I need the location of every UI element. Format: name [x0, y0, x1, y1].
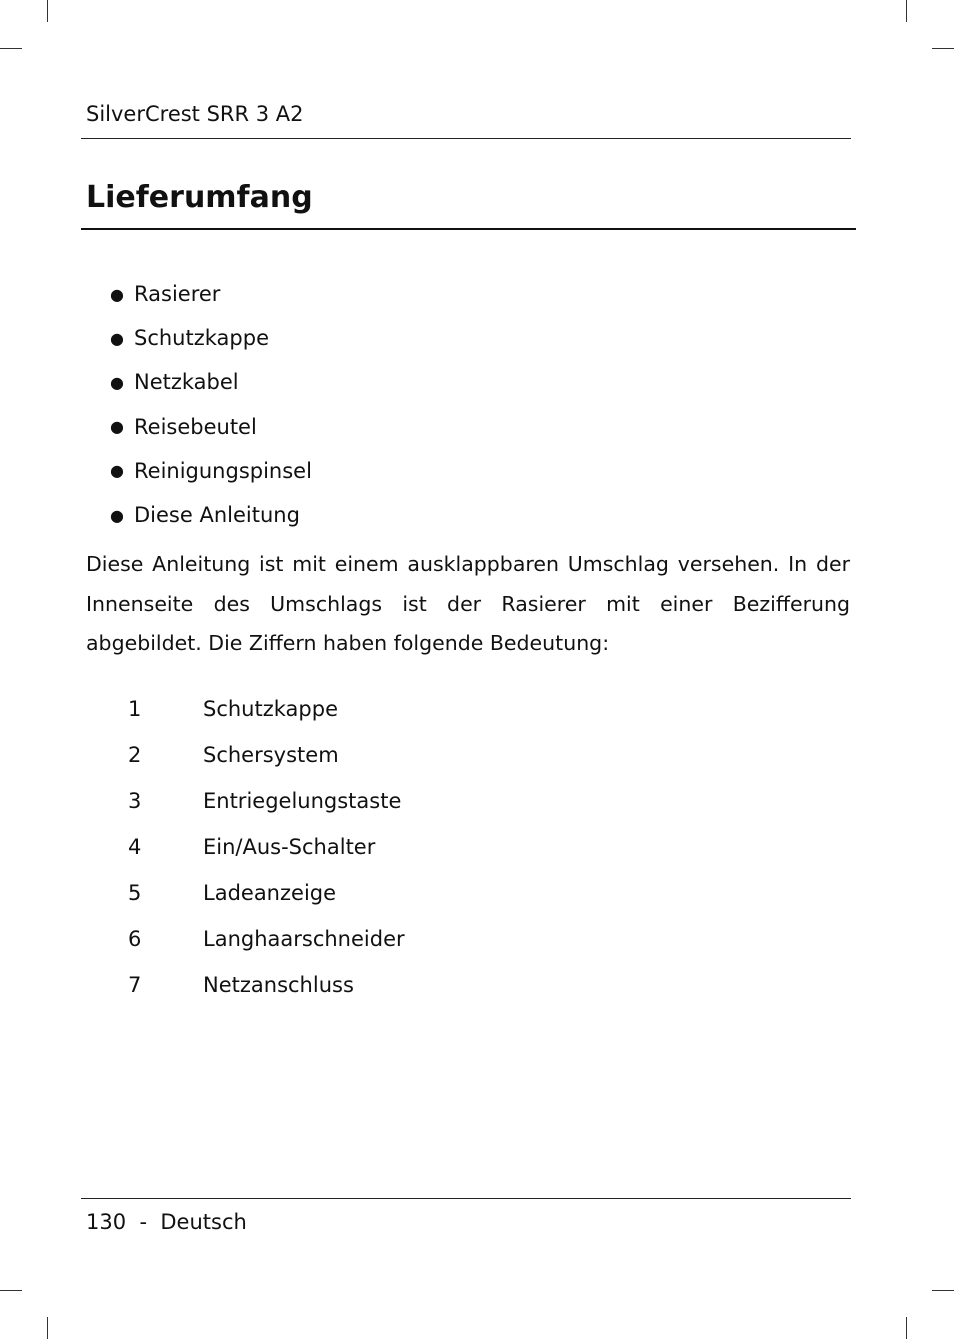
footer-language: Deutsch — [160, 1210, 247, 1234]
bullet-icon: ● — [110, 417, 124, 437]
list-item — [110, 316, 312, 360]
list-item-label: Reisebeutel — [134, 414, 257, 439]
list-item-label: Diese Anleitung — [134, 503, 300, 528]
legend-label: Ladeanzeige — [203, 881, 337, 905]
list-item — [110, 360, 312, 404]
legend-row — [128, 870, 405, 916]
list-item-label: Rasierer — [134, 282, 221, 307]
crop-mark-bottom-left-vertical — [47, 1317, 48, 1339]
list-item — [110, 493, 312, 537]
bullet-icon: ● — [110, 284, 124, 304]
list-item-label: Reinigungspinsel — [134, 458, 312, 483]
crop-mark-top-left-horizontal — [0, 48, 22, 49]
legend-number: 3 — [128, 789, 142, 813]
legend-label: Schersystem — [203, 743, 339, 767]
crop-mark-top-right-vertical — [906, 0, 907, 22]
crop-mark-top-left-vertical — [47, 0, 48, 22]
page-number: 130 — [86, 1210, 127, 1234]
footer-separator: - — [139, 1210, 148, 1234]
legend-number: 5 — [128, 881, 142, 905]
title-divider — [81, 228, 856, 230]
legend-label: Netzanschluss — [203, 973, 354, 997]
legend-row — [128, 686, 405, 732]
legend-label: Ein/Aus-Schalter — [203, 835, 376, 859]
bullet-icon: ● — [110, 328, 124, 348]
legend-number: 2 — [128, 743, 142, 767]
legend-row — [128, 824, 405, 870]
legend-label: Schutzkappe — [203, 697, 338, 721]
legend-number: 7 — [128, 973, 142, 997]
bullet-icon: ● — [110, 461, 124, 481]
list-item-label: Schutzkappe — [134, 326, 269, 351]
parts-legend-list — [128, 686, 405, 1008]
crop-mark-top-right-horizontal — [932, 48, 954, 49]
list-item — [110, 272, 312, 316]
legend-number: 1 — [128, 697, 142, 721]
crop-mark-bottom-right-vertical — [906, 1317, 907, 1339]
legend-row — [128, 732, 405, 778]
header-divider — [81, 138, 851, 139]
legend-row — [128, 778, 405, 824]
page-footer — [86, 1208, 247, 1236]
legend-number: 4 — [128, 835, 142, 859]
list-item-label: Netzkabel — [134, 370, 239, 395]
crop-mark-bottom-left-horizontal — [0, 1290, 22, 1291]
legend-row — [128, 916, 405, 962]
list-item — [110, 449, 312, 493]
section-title: Lieferumfang — [86, 180, 313, 215]
package-contents-list — [110, 272, 312, 537]
legend-number: 6 — [128, 927, 142, 951]
legend-row — [128, 962, 405, 1008]
bullet-icon: ● — [110, 372, 124, 392]
list-item — [110, 405, 312, 449]
bullet-icon: ● — [110, 505, 124, 525]
legend-label: Langhaarschneider — [203, 927, 405, 951]
intro-paragraph: Diese Anleitung ist mit einem ausklappbaren Umschlag versehen. In der Innenseite des Umschlags ist der Rasierer mit einer Bezifferung abgebildet. Die Ziffern haben folgende Bedeutung: — [86, 552, 850, 655]
crop-mark-bottom-right-horizontal — [932, 1290, 954, 1291]
running-header: SilverCrest SRR 3 A2 — [86, 102, 304, 126]
legend-label: Entriegelungstaste — [203, 789, 402, 813]
footer-divider — [81, 1198, 851, 1199]
